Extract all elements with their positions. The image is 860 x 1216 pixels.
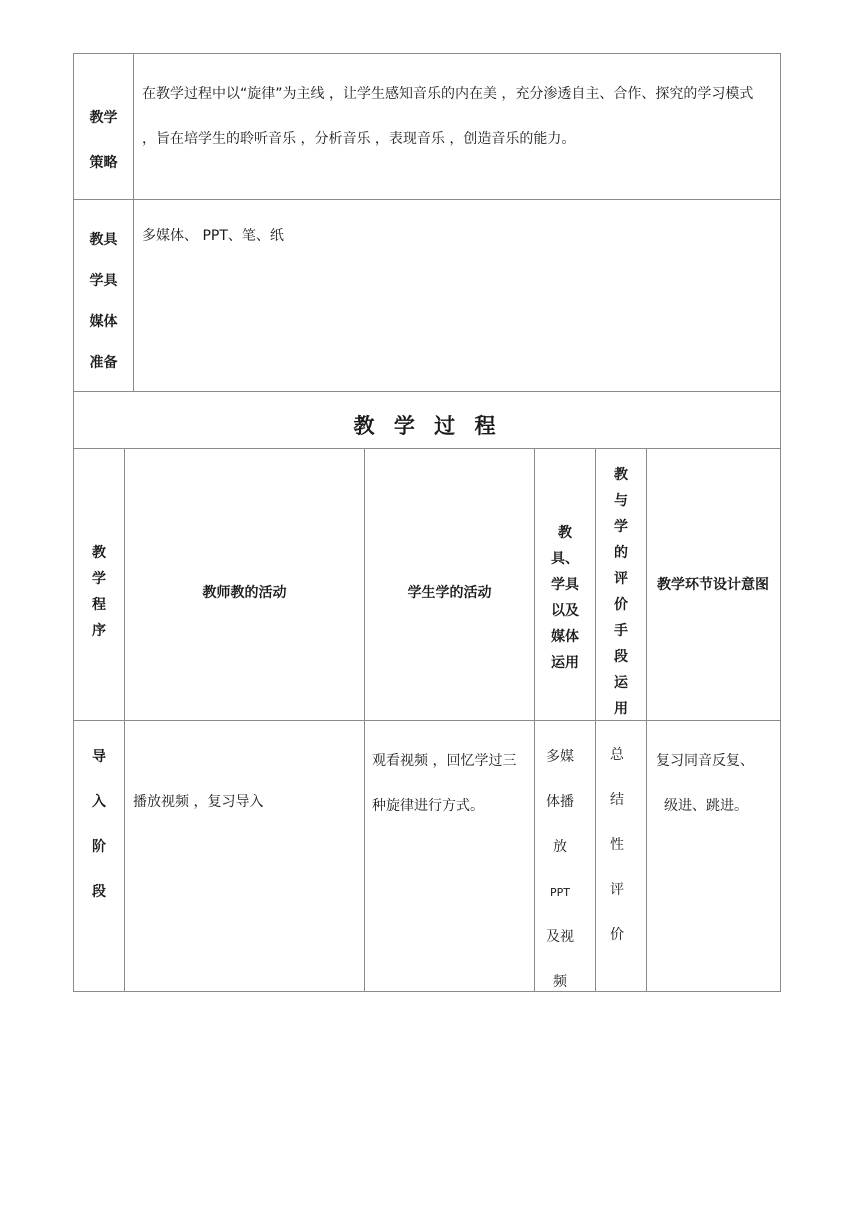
materials-label-line: 教具: [89, 232, 118, 248]
media-char: 多媒: [546, 749, 574, 765]
header-char: 以及: [551, 603, 579, 619]
table-divider: [73, 720, 781, 721]
stage-char: 导: [92, 749, 106, 765]
row-teacher-activity: 播放视频 ，复习导入: [133, 794, 264, 810]
media-char: PPT: [550, 886, 570, 899]
header-char: 手: [614, 623, 628, 639]
table-border-right: [780, 53, 781, 992]
row-evaluation: [596, 733, 638, 958]
header-char: 段: [614, 649, 628, 665]
table-divider: [73, 391, 781, 392]
row-media: [535, 735, 585, 1005]
header-char: 学: [614, 519, 628, 535]
media-char: 体播: [546, 794, 574, 810]
materials-label-line: 学具: [89, 273, 118, 289]
materials-label: [74, 220, 133, 384]
header-char: 程: [92, 597, 106, 613]
header-evaluation: [596, 462, 646, 722]
evaluation-char: 性: [610, 837, 624, 853]
media-char: 及视: [546, 929, 574, 945]
stage-char: 阶: [92, 839, 106, 855]
header-design-intent: 教学环节设计意图: [657, 577, 769, 593]
row-design-intent-line1: 复习同音反复、: [656, 753, 754, 769]
strategy-label-line: 策略: [89, 155, 118, 171]
table-border-top: [73, 53, 781, 54]
table-divider: [73, 199, 781, 200]
row-design-intent-line2: 级进、跳进。: [664, 798, 748, 814]
table-divider: [73, 448, 781, 449]
header-char: 序: [92, 623, 106, 639]
header-char: 用: [614, 701, 628, 717]
header-char: 的: [614, 545, 628, 561]
header-char: 与: [614, 493, 628, 509]
materials-content: 多媒体、 PPT、笔、纸: [142, 228, 284, 244]
evaluation-char: 价: [610, 927, 624, 943]
header-char: 媒体: [551, 629, 579, 645]
header-char: 教: [92, 545, 106, 561]
table-divider: [646, 448, 647, 991]
materials-label-line: 媒体: [89, 314, 118, 330]
header-student-activity: 学生学的活动: [407, 585, 492, 601]
header-char: 具、: [551, 551, 579, 567]
stage-char: 入: [92, 794, 106, 810]
header-char: 教: [614, 467, 628, 483]
header-char: 学具: [551, 577, 579, 593]
header-char: 价: [614, 597, 628, 613]
header-media: [535, 520, 595, 676]
table-divider: [124, 448, 125, 991]
header-char: 教: [558, 525, 572, 541]
stage-char: 段: [92, 884, 106, 900]
header-char: 运用: [551, 655, 579, 671]
evaluation-char: 总: [610, 747, 624, 763]
strategy-label-line: 教学: [89, 110, 118, 126]
media-char: 放: [553, 839, 567, 855]
evaluation-char: 评: [610, 882, 624, 898]
header-char: 评: [614, 571, 628, 587]
evaluation-char: 结: [610, 792, 624, 808]
strategy-label: [74, 96, 133, 186]
header-teacher-activity: 教师教的活动: [202, 585, 287, 601]
row-stage: [74, 735, 124, 915]
strategy-content: 在教学过程中以“旋律”为主线 ，让学生感知音乐的内在美 ，充分渗透自主、合作、探究的学习模式 ，旨在培学生的聆听音乐 ，分析音乐 ，表现音乐 ，创造音乐的能力。: [142, 86, 754, 147]
header-char: 运: [614, 675, 628, 691]
materials-label-line: 准备: [89, 355, 118, 371]
table-divider: [364, 448, 365, 991]
media-char: 频: [553, 974, 567, 990]
table-divider: [133, 53, 134, 391]
table-border-bottom: [73, 991, 781, 992]
row-student-activity: 观看视频 ，回忆学过三种旋律进行方式。: [372, 753, 517, 814]
process-title: 教 学 过 程: [353, 414, 502, 438]
header-char: 学: [92, 571, 106, 587]
header-procedure: [74, 540, 124, 644]
